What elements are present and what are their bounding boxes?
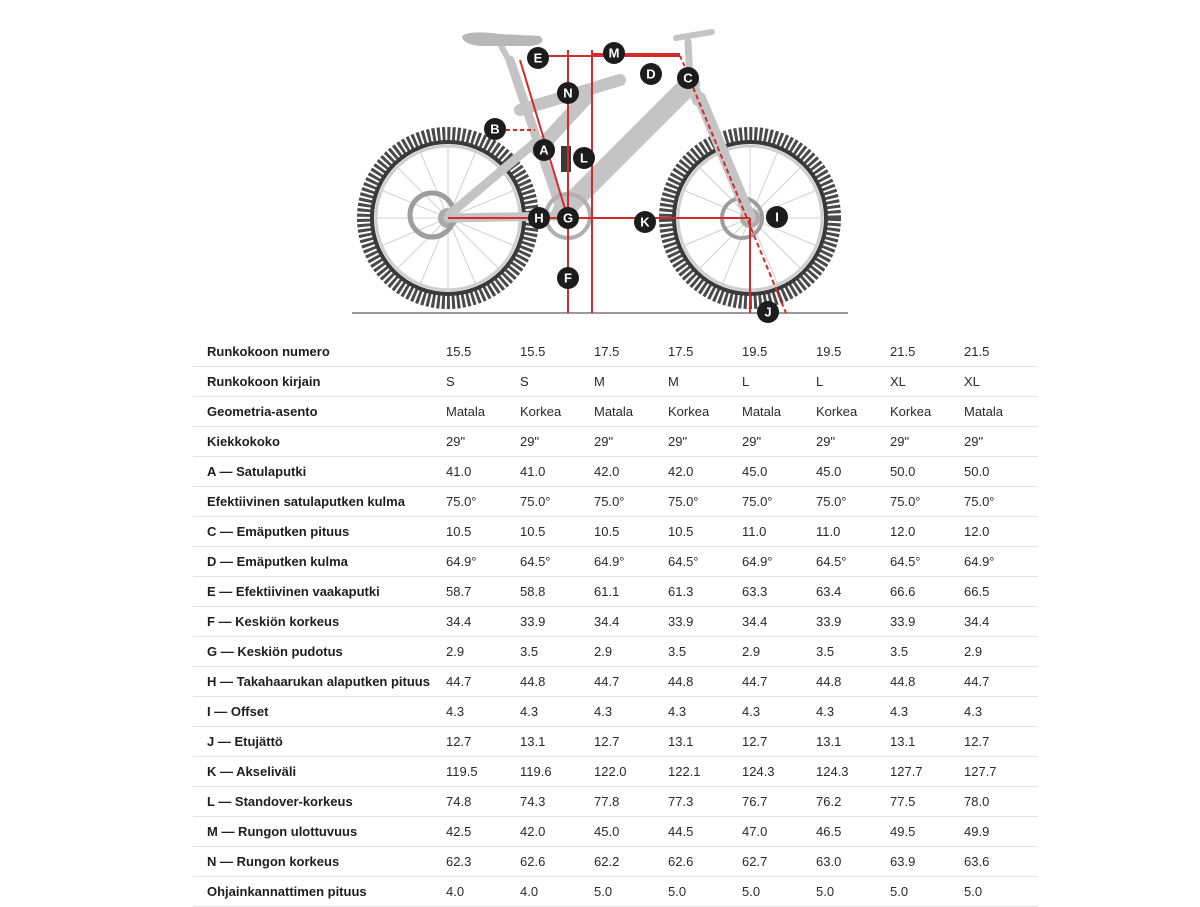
table-cell: 44.8: [890, 667, 964, 697]
table-cell: 41.0: [446, 457, 520, 487]
table-cell: 29": [520, 427, 594, 457]
table-cell: 76.2: [816, 787, 890, 817]
table-cell: 4.3: [816, 697, 890, 727]
table-cell: 44.7: [742, 667, 816, 697]
table-cell: 3.5: [668, 637, 742, 667]
table-cell: Korkea: [816, 397, 890, 427]
table-cell: 10.5: [668, 517, 742, 547]
table-row: [193, 577, 1038, 607]
table-row: [193, 397, 1038, 427]
table-cell: 75.0°: [594, 487, 668, 517]
table-cell: 119.5: [446, 757, 520, 787]
row-label: E — Efektiivinen vaakaputki: [193, 577, 446, 607]
row-label: Ohjainkannattimen pituus: [193, 877, 446, 907]
table-row: [193, 817, 1038, 847]
table-cell: 124.3: [816, 757, 890, 787]
table-cell: 44.7: [594, 667, 668, 697]
badge-I: [766, 206, 788, 228]
table-cell: 45.0: [816, 457, 890, 487]
table-cell: 44.7: [964, 667, 1038, 697]
table-cell: 29": [594, 427, 668, 457]
table-cell: 42.0: [520, 817, 594, 847]
svg-text:N: N: [563, 85, 573, 101]
badge-F: [557, 267, 579, 289]
table-cell: 77.5: [890, 787, 964, 817]
table-cell: 63.3: [742, 577, 816, 607]
table-cell: 41.0: [520, 457, 594, 487]
table-cell: 2.9: [742, 637, 816, 667]
table-cell: 3.5: [890, 637, 964, 667]
row-label: Kiekkokoko: [193, 427, 446, 457]
table-cell: L: [742, 367, 816, 397]
table-cell: 3.5: [816, 637, 890, 667]
row-label: C — Emäputken pituus: [193, 517, 446, 547]
table-cell: XL: [890, 367, 964, 397]
table-cell: 77.3: [668, 787, 742, 817]
table-row: [193, 607, 1038, 637]
table-cell: Korkea: [890, 397, 964, 427]
row-label: Geometria-asento: [193, 397, 446, 427]
table-cell: 75.0°: [816, 487, 890, 517]
table-cell: M: [594, 367, 668, 397]
svg-text:F: F: [564, 270, 572, 286]
row-label: Efektiivinen satulaputken kulma: [193, 487, 446, 517]
svg-text:K: K: [640, 214, 650, 230]
table-cell: Matala: [742, 397, 816, 427]
table-cell: 12.0: [890, 517, 964, 547]
table-cell: 64.9°: [594, 547, 668, 577]
table-cell: 5.0: [594, 877, 668, 907]
saddle: [462, 32, 542, 46]
table-cell: 127.7: [964, 757, 1038, 787]
table-cell: 2.9: [446, 637, 520, 667]
table-cell: 75.0°: [520, 487, 594, 517]
table-cell: 63.9: [890, 847, 964, 877]
table-row: [193, 547, 1038, 577]
row-label: A — Satulaputki: [193, 457, 446, 487]
table-cell: 64.5°: [668, 547, 742, 577]
row-label: M — Rungon ulottuvuus: [193, 817, 446, 847]
table-cell: 4.0: [520, 877, 594, 907]
badge-D: [640, 63, 662, 85]
badge-A: [533, 139, 555, 161]
table-cell: 19.5: [816, 337, 890, 367]
table-row: [193, 787, 1038, 817]
table-cell: 50.0: [964, 457, 1038, 487]
badge-G: [557, 207, 579, 229]
table-row: [193, 487, 1038, 517]
svg-text:E: E: [533, 50, 543, 66]
table-cell: 75.0°: [446, 487, 520, 517]
table-cell: 13.1: [668, 727, 742, 757]
badge-H: [528, 207, 550, 229]
table-cell: 34.4: [742, 607, 816, 637]
table-cell: 15.5: [446, 337, 520, 367]
svg-text:G: G: [562, 210, 574, 226]
table-cell: 15.5: [520, 337, 594, 367]
table-row: [193, 457, 1038, 487]
table-cell: 4.3: [520, 697, 594, 727]
table-cell: 5.0: [742, 877, 816, 907]
table-cell: 61.3: [668, 577, 742, 607]
table-cell: 11.0: [816, 517, 890, 547]
table-cell: 64.5°: [890, 547, 964, 577]
svg-text:J: J: [764, 304, 772, 320]
table-cell: 33.9: [668, 607, 742, 637]
table-row: [193, 427, 1038, 457]
table-cell: 75.0°: [964, 487, 1038, 517]
table-row: [193, 367, 1038, 397]
table-cell: Matala: [446, 397, 520, 427]
table-cell: 12.7: [742, 727, 816, 757]
table-cell: 64.9°: [446, 547, 520, 577]
svg-text:D: D: [646, 66, 656, 82]
table-cell: 4.3: [964, 697, 1038, 727]
table-cell: 62.6: [520, 847, 594, 877]
table-cell: 44.5: [668, 817, 742, 847]
table-cell: S: [446, 367, 520, 397]
table-cell: 29": [742, 427, 816, 457]
table-cell: 10.5: [446, 517, 520, 547]
table-cell: 64.9°: [964, 547, 1038, 577]
table-cell: 76.7: [742, 787, 816, 817]
table-cell: 19.5: [742, 337, 816, 367]
table-cell: 34.4: [964, 607, 1038, 637]
badge-C: [677, 67, 699, 89]
table-cell: 13.1: [520, 727, 594, 757]
row-label: Runkokoon numero: [193, 337, 446, 367]
table-cell: 44.8: [520, 667, 594, 697]
row-label: H — Takahaarukan alaputken pituus: [193, 667, 446, 697]
row-label: J — Etujättö: [193, 727, 446, 757]
table-cell: 34.4: [594, 607, 668, 637]
geometry-table: [193, 337, 1038, 907]
table-cell: 29": [964, 427, 1038, 457]
table-cell: 12.0: [964, 517, 1038, 547]
badge-K: [634, 211, 656, 233]
table-cell: 124.3: [742, 757, 816, 787]
table-cell: 61.1: [594, 577, 668, 607]
badge-N: [557, 82, 579, 104]
table-cell: 44.8: [668, 667, 742, 697]
table-cell: 64.5°: [520, 547, 594, 577]
table-cell: 4.3: [446, 697, 520, 727]
table-cell: 3.5: [520, 637, 594, 667]
table-cell: 4.0: [446, 877, 520, 907]
table-cell: 63.0: [816, 847, 890, 877]
table-cell: 11.0: [742, 517, 816, 547]
table-cell: 66.6: [890, 577, 964, 607]
table-cell: 17.5: [668, 337, 742, 367]
table-cell: 122.0: [594, 757, 668, 787]
table-cell: M: [668, 367, 742, 397]
table-cell: 62.6: [668, 847, 742, 877]
table-row: [193, 757, 1038, 787]
table-row: [193, 337, 1038, 367]
table-cell: 4.3: [594, 697, 668, 727]
table-cell: XL: [964, 367, 1038, 397]
table-cell: 45.0: [594, 817, 668, 847]
badge-J: [757, 301, 779, 323]
table-row: [193, 667, 1038, 697]
table-cell: Korkea: [520, 397, 594, 427]
table-cell: 75.0°: [890, 487, 964, 517]
svg-text:A: A: [539, 142, 549, 158]
geometry-table-body: [193, 337, 1038, 907]
row-label: I — Offset: [193, 697, 446, 727]
table-cell: 33.9: [520, 607, 594, 637]
table-cell: 12.7: [964, 727, 1038, 757]
badge-B: [484, 118, 506, 140]
table-cell: 10.5: [520, 517, 594, 547]
table-cell: 21.5: [890, 337, 964, 367]
table-row: [193, 637, 1038, 667]
row-label: L — Standover-korkeus: [193, 787, 446, 817]
table-cell: 44.7: [446, 667, 520, 697]
table-cell: 42.0: [594, 457, 668, 487]
table-cell: 12.7: [594, 727, 668, 757]
table-cell: 46.5: [816, 817, 890, 847]
bike-geometry-diagram: [340, 8, 860, 328]
table-row: [193, 847, 1038, 877]
table-row: [193, 877, 1038, 907]
table-cell: 58.8: [520, 577, 594, 607]
table-row: [193, 517, 1038, 547]
table-cell: 4.3: [742, 697, 816, 727]
table-cell: 10.5: [594, 517, 668, 547]
table-cell: 29": [668, 427, 742, 457]
svg-text:H: H: [534, 210, 544, 226]
table-cell: 75.0°: [742, 487, 816, 517]
table-cell: 66.5: [964, 577, 1038, 607]
table-cell: Korkea: [668, 397, 742, 427]
table-cell: 5.0: [668, 877, 742, 907]
table-cell: 29": [446, 427, 520, 457]
badge-E: [527, 47, 549, 69]
table-row: [193, 697, 1038, 727]
table-cell: 50.0: [890, 457, 964, 487]
table-cell: 42.0: [668, 457, 742, 487]
table-cell: Matala: [594, 397, 668, 427]
svg-text:B: B: [490, 121, 500, 137]
table-cell: 33.9: [816, 607, 890, 637]
table-cell: 5.0: [890, 877, 964, 907]
table-cell: 62.2: [594, 847, 668, 877]
table-cell: 45.0: [742, 457, 816, 487]
table-cell: 64.9°: [742, 547, 816, 577]
table-cell: 62.3: [446, 847, 520, 877]
table-cell: 12.7: [446, 727, 520, 757]
table-cell: 5.0: [816, 877, 890, 907]
table-cell: 34.4: [446, 607, 520, 637]
svg-text:C: C: [683, 70, 693, 86]
svg-text:M: M: [608, 45, 620, 61]
table-cell: 127.7: [890, 757, 964, 787]
table-cell: S: [520, 367, 594, 397]
table-cell: 78.0: [964, 787, 1038, 817]
table-cell: 62.7: [742, 847, 816, 877]
table-cell: 13.1: [816, 727, 890, 757]
rear-shock: [561, 146, 571, 172]
table-cell: 42.5: [446, 817, 520, 847]
table-cell: 13.1: [890, 727, 964, 757]
table-cell: 49.5: [890, 817, 964, 847]
table-cell: 4.3: [890, 697, 964, 727]
table-cell: 17.5: [594, 337, 668, 367]
table-row: [193, 727, 1038, 757]
table-cell: L: [816, 367, 890, 397]
table-cell: 63.4: [816, 577, 890, 607]
table-cell: 29": [816, 427, 890, 457]
table-cell: 4.3: [668, 697, 742, 727]
table-cell: 33.9: [890, 607, 964, 637]
table-cell: Matala: [964, 397, 1038, 427]
table-cell: 49.9: [964, 817, 1038, 847]
row-label: G — Keskiön pudotus: [193, 637, 446, 667]
table-cell: 74.8: [446, 787, 520, 817]
badge-M: [603, 42, 625, 64]
row-label: F — Keskiön korkeus: [193, 607, 446, 637]
table-cell: 74.3: [520, 787, 594, 817]
table-cell: 64.5°: [816, 547, 890, 577]
table-cell: 63.6: [964, 847, 1038, 877]
table-cell: 77.8: [594, 787, 668, 817]
table-cell: 47.0: [742, 817, 816, 847]
badge-L: [573, 147, 595, 169]
table-cell: 58.7: [446, 577, 520, 607]
svg-text:I: I: [775, 209, 779, 225]
table-cell: 5.0: [964, 877, 1038, 907]
row-label: K — Akseliväli: [193, 757, 446, 787]
svg-text:L: L: [580, 150, 588, 166]
table-cell: 122.1: [668, 757, 742, 787]
table-cell: 2.9: [594, 637, 668, 667]
table-cell: 44.8: [816, 667, 890, 697]
row-label: N — Rungon korkeus: [193, 847, 446, 877]
row-label: Runkokoon kirjain: [193, 367, 446, 397]
table-cell: 21.5: [964, 337, 1038, 367]
table-cell: 119.6: [520, 757, 594, 787]
row-label: D — Emäputken kulma: [193, 547, 446, 577]
table-cell: 2.9: [964, 637, 1038, 667]
table-cell: 29": [890, 427, 964, 457]
table-cell: 75.0°: [668, 487, 742, 517]
